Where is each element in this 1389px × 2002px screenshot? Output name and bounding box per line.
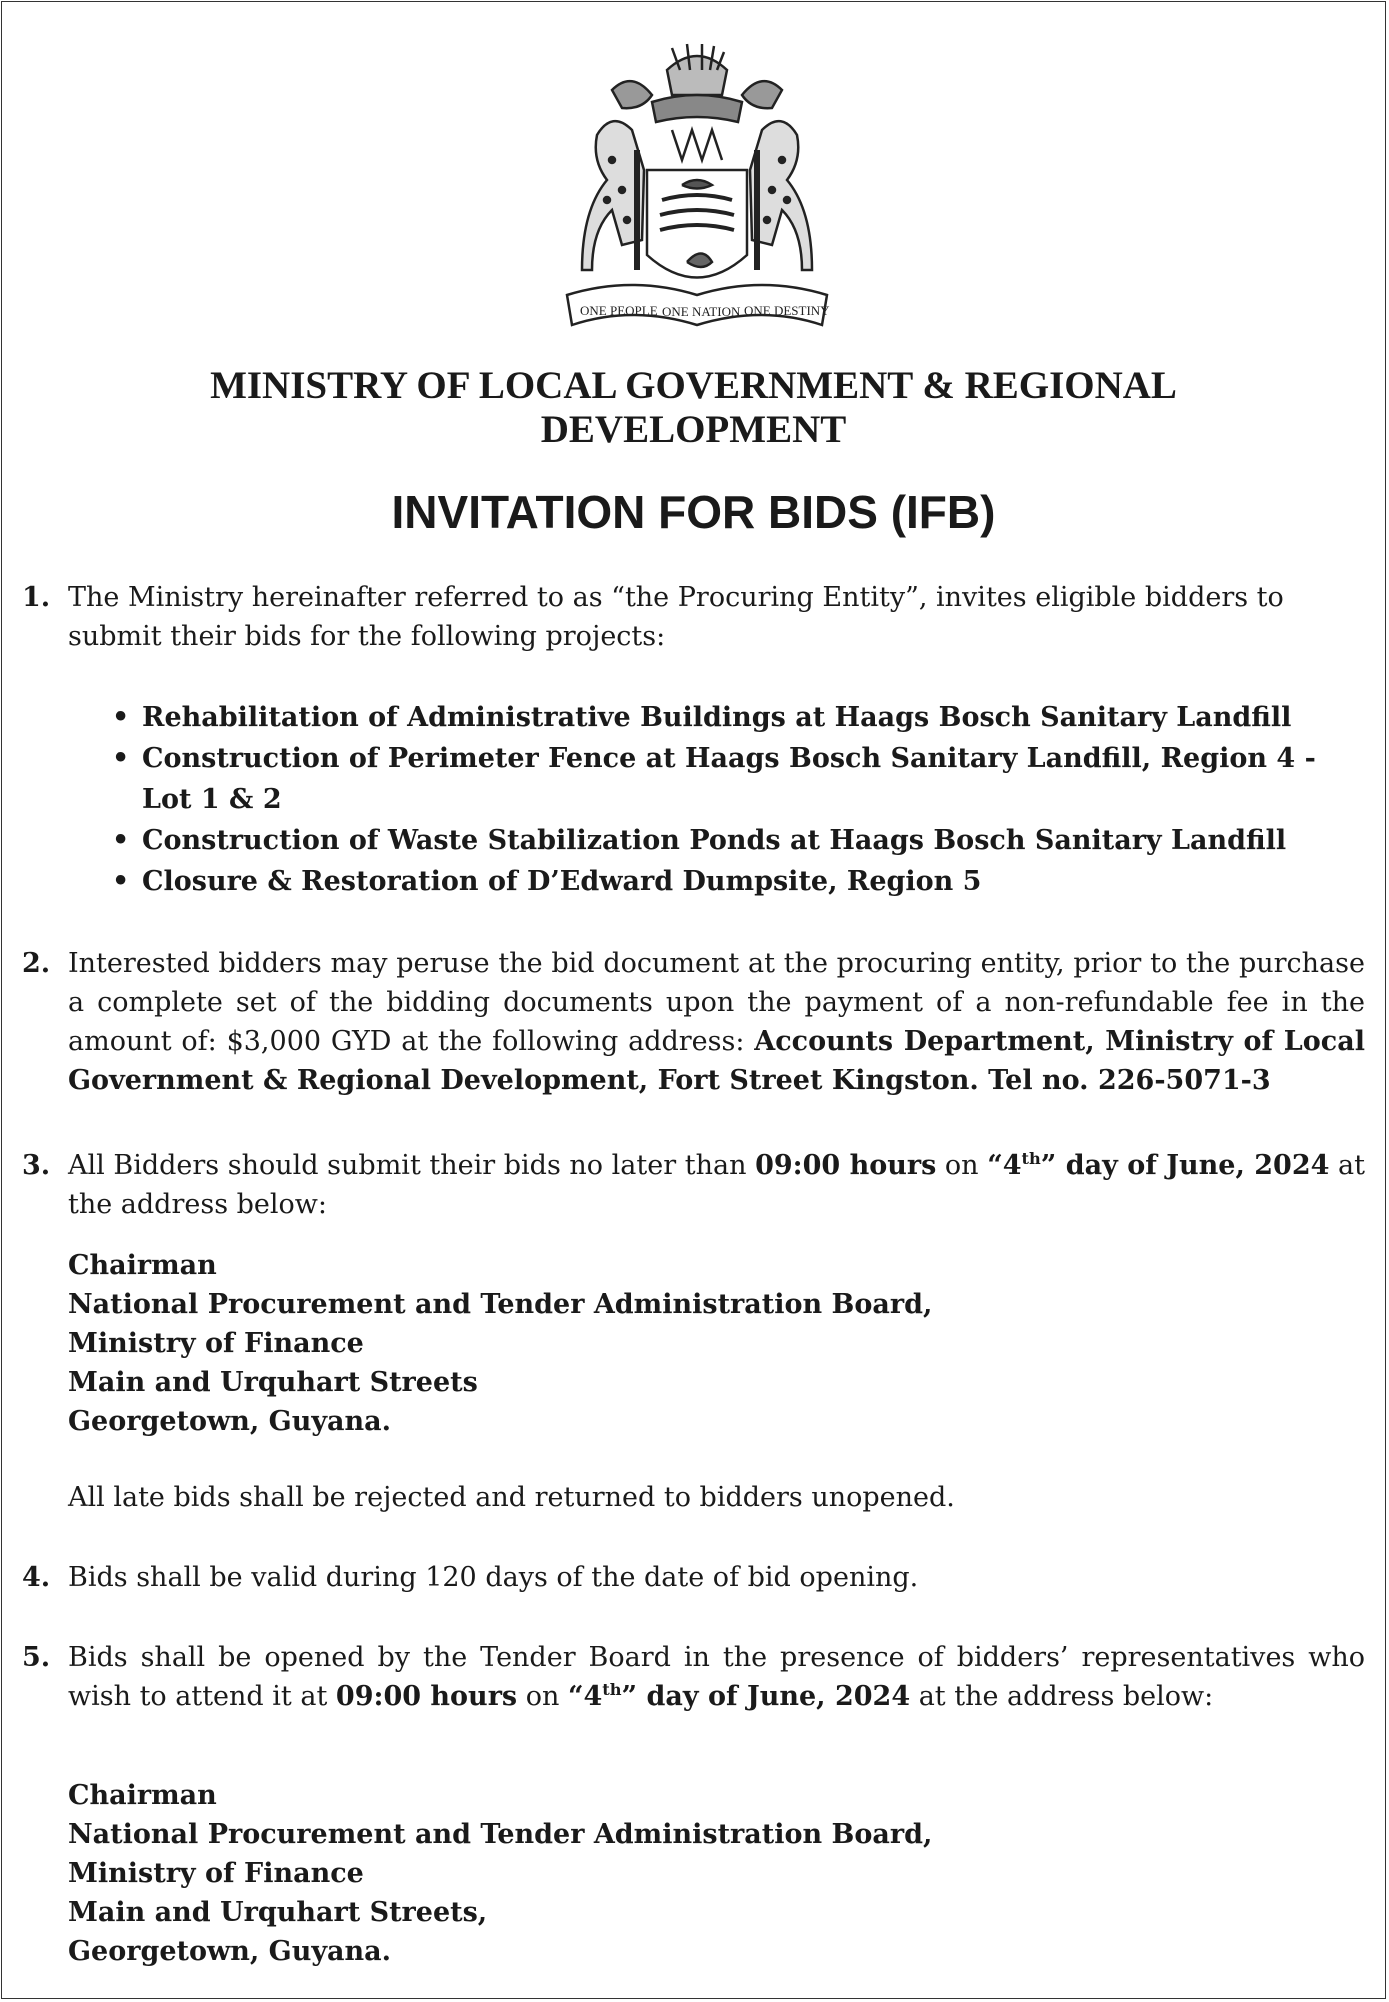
list-item: • Construction of Perimeter Fence at Haags Bosch Sanitary Landfill, Region 4 - Lot 1 & 2	[142, 738, 1365, 820]
section-number: 4.	[22, 1562, 51, 1593]
opening-address	[68, 1776, 932, 1971]
submission-time: 09:00 hours	[755, 1150, 937, 1181]
section-number: 3.	[22, 1150, 51, 1181]
list-item: • Construction of Waste Stabilization Ponds at Haags Bosch Sanitary Landfill	[142, 820, 1365, 861]
address-line: Georgetown, Guyana.	[68, 1406, 392, 1437]
section-body: All Bidders should submit their bids no later than	[68, 1150, 747, 1181]
ministry-line-2: DEVELOPMENT	[540, 408, 847, 451]
section-number: 5.	[22, 1642, 51, 1673]
section-body: Bids shall be opened by the Tender Board in the presence of bidders’ representatives who wish to attend it at	[68, 1642, 1365, 1712]
section-text	[68, 1638, 1365, 1716]
crest-motto-3: ONE DESTINY	[744, 303, 830, 318]
address-line: National Procurement and Tender Administration Board,	[68, 1289, 933, 1320]
address-line: Chairman	[68, 1250, 217, 1281]
list-item: • Rehabilitation of Administrative Buildings at Haags Bosch Sanitary Landfill	[142, 697, 1365, 738]
section-body: at the address below:	[910, 1681, 1214, 1712]
section-3	[22, 1146, 1365, 1224]
submission-address	[68, 1246, 932, 1441]
crest-motto-2: ONE NATION	[662, 304, 741, 319]
opening-time: 09:00 hours	[335, 1681, 518, 1712]
section-text	[68, 944, 1365, 1100]
section-body: on	[944, 1150, 979, 1181]
section-body: Interested bidders may peruse the bid document at the procuring entity, prior to the purchase a complete set of the bidding documents upon the payment of a non-refundable fee in the amount of: $3,000 GYD at the following address:	[68, 948, 1365, 1057]
address-line: Chairman	[68, 1780, 217, 1811]
section-4	[22, 1558, 1365, 1597]
address-line: Ministry of Finance	[68, 1328, 364, 1359]
opening-date: “4th” day of June, 2024	[567, 1680, 911, 1712]
address-line: Georgetown, Guyana.	[68, 1936, 392, 1967]
section-5	[22, 1638, 1365, 1716]
crest-motto-1: ONE PEOPLE	[580, 303, 658, 318]
section-body: on	[525, 1681, 560, 1712]
coat-of-arms-icon	[552, 40, 842, 340]
section-number: 1.	[22, 582, 51, 613]
section-text: Bids shall be valid during 120 days of the date of bid opening.	[68, 1562, 919, 1593]
section-text: The Ministry hereinafter referred to as “the Procuring Entity”, invites eligible bidders to submit their bids for the following projects:	[68, 582, 1284, 652]
section-2	[22, 944, 1365, 1100]
submission-date: “4th” day of June, 2024	[987, 1149, 1330, 1181]
address-line: Main and Urquhart Streets,	[68, 1897, 488, 1928]
section-text	[68, 1146, 1365, 1224]
section-body: at the address below:	[68, 1150, 1365, 1220]
page-title: INVITATION FOR BIDS (IFB)	[391, 486, 996, 538]
section-1	[22, 578, 1365, 656]
ifb-notice	[1, 1, 1386, 1999]
ministry-name	[62, 364, 1325, 452]
section-number: 2.	[22, 948, 51, 979]
ministry-line-1: MINISTRY OF LOCAL GOVERNMENT & REGIONAL	[210, 364, 1177, 407]
project-list	[142, 697, 1365, 902]
accounts-address: Accounts Department, Ministry of Local Government & Regional Development, Fort Street Kingston. Tel no. 226-5071-3	[68, 1026, 1365, 1096]
address-line: Ministry of Finance	[68, 1858, 364, 1889]
address-line: National Procurement and Tender Administration Board,	[68, 1819, 933, 1850]
address-line: Main and Urquhart Streets	[68, 1367, 478, 1398]
list-item: • Closure & Restoration of D’Edward Dumpsite, Region 5	[142, 861, 1365, 902]
late-bids-note: All late bids shall be rejected and returned to bidders unopened.	[68, 1482, 955, 1513]
